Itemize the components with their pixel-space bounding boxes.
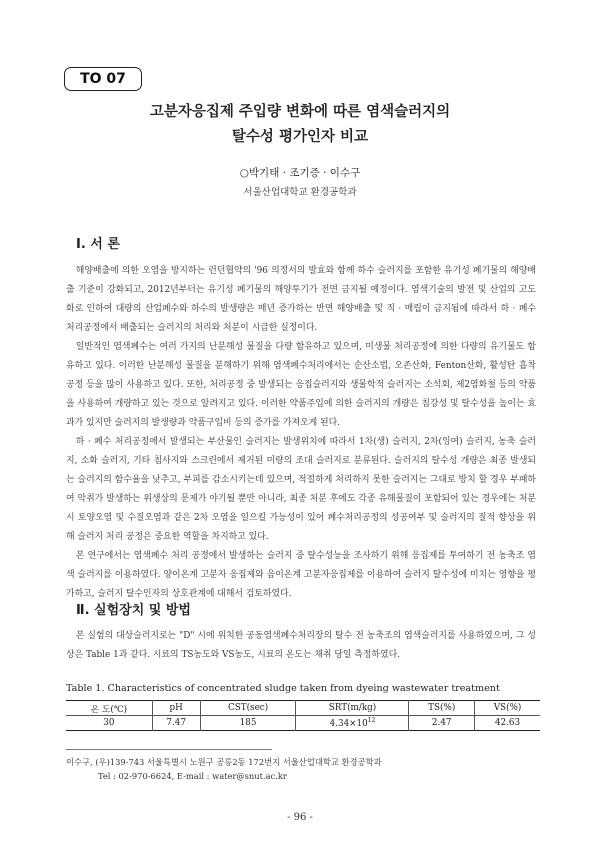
column-header-srt: SRT(m/kg) [296, 701, 409, 716]
page-number: - 96 - [287, 812, 313, 823]
footnote-divider [66, 749, 272, 750]
cell-ts: 2.47 [409, 716, 475, 731]
section-heading-introduction: Ⅰ. 서 론 [76, 237, 120, 252]
cell-ph: 7.47 [152, 716, 200, 731]
author-list: ○박기태 · 조기증 · 이수구 [239, 167, 361, 179]
column-header-temperature: 온 도(℃) [90, 704, 128, 715]
cell-cst: 185 [200, 716, 296, 731]
paper-title-line-1: 고분자응집제 주입량 변화에 따른 염색슬러지의 [149, 104, 451, 120]
column-header-ts: TS(%) [409, 701, 475, 716]
sludge-characteristics-table [66, 700, 540, 731]
table-caption: Table 1. Characteristics of concentrated sludge taken from dyeing wastewater treatment [66, 683, 500, 694]
session-code-badge: TO 07 [64, 67, 142, 91]
section-heading-methods: Ⅱ. 실험장치 및 방법 [76, 603, 191, 618]
column-header-ph: pH [152, 701, 200, 716]
paragraph: 하 · 폐수 처리공정에서 발생되는 부산물인 슬러지는 발생위치에 따라서 1차(생) 슬러지, 2차(잉여) 슬러지, 농축 슬러지, 소화 슬러지, 기타 침사지와 스크린에서 제거된 미량의 조대 슬러지로 분류된다. 슬러지의 탈수성 개량은 최종 발생되는 슬러지의 함수율을 낮추고, 부피를 감소시키는데 있으며, 적절하게 처리하지 못한 슬러지는 그대로 방치 할 경우 부패하여 악취가 발생하는 위생상의 문제가 야기될 뿐만 아니라, 최종 처분 후에도 각종 유해물질이 포함되어 있는 경우에는 처분 시 토양오염 및 수질오염과 같은 2차 오염을 일으킬 가능성이 있어 폐수처리공정의 성공여부 및 슬러지의 질적 향상을 위해 슬러지 처리 공정은 중요한 역할을 차지하고 있다. [66, 437, 536, 542]
footnote-address: 이수구, (우)139-743 서울특별시 노원구 공릉2동 172번지 서울산업대학교 환경공학과 [66, 757, 382, 767]
column-header-vs: VS(%) [474, 701, 540, 716]
methods-body [66, 627, 536, 665]
column-header-cst: CST(sec) [200, 701, 296, 716]
paper-title-line-2: 탈수성 평가인자 비교 [231, 129, 369, 145]
paragraph: 본 실험의 대상슬러지로는 "D" 시에 위치한 공동염색폐수처리장의 탈수 전 농축조의 염색슬러지를 사용하였으며, 그 성상은 Table 1과 같다. 시료의 TS농도와 VS농도, 시료의 온도는 채취 당일 측정하였다. [66, 631, 536, 660]
paragraph: 일반적인 염색폐수는 여러 가지의 난분해성 물질을 다량 함유하고 있으며, 미생물 처리공정에 의한 다량의 유기물도 함유하고 있다. 이러한 난분해성 물질을 분해하기 위해 염색폐수처리에서는 순산소법, 오존산화, Fenton산화, 활성탄 흡착 공정 등을 많이 사용하고 있다. 또한, 처리공정 중 발생되는 응집슬러지와 생물학적 슬러지는 소석회, 제2염화철 등의 약품을 사용하여 개량하고 있는 것으로 알려지고 있다. 이러한 약품주입에 의한 슬러지의 개량은 침강성 및 탈수성을 높이는 효과가 있지만 슬러지의 발생량과 약품구입비 등의 증가를 가져오게 된다. [66, 342, 536, 428]
table-header-row [66, 701, 540, 716]
cell-srt [296, 716, 409, 731]
footnote-contact: Tel : 02-970-6624, E-mail : water@snut.ac.kr [98, 771, 287, 781]
table-row [66, 716, 540, 731]
paragraph: 본 연구에서는 염색폐수 처리 공정에서 발생하는 슬러지 중 탈수성능을 조사하기 위해 응집제를 투여하기 전 농축조 염색 슬러지를 이용하였다. 양이온계 고분자 응집제와 음이온계 고분자응집제를 이용하여 슬러지 탈수성에 미치는 영향을 평가하고, 슬러지 탈수인자의 상호관계에 대해서 검토하였다. [66, 551, 536, 599]
paragraph: 해양배출에 의한 오염을 방지하는 런던협약의 '96 의정서의 발효와 함께 하수 슬러지를 포함한 유기성 폐기물의 해양배출 기준이 강화되고, 2012년부터는 유기성 폐기물의 해양투기가 전면 금지될 예정이다. 염색기술의 발전 및 산업의 고도화로 인하여 대량의 산업폐수와 하수의 발생량은 매년 증가하는 반면 해양배출 및 직 · 매립이 금지됨에 따라서 하 · 폐수 처리공정에서 배출되는 슬러지의 처리와 처분이 시급한 실정이다. [66, 266, 536, 333]
srt-exponent: 12 [367, 717, 376, 725]
cell-temperature: 30 [103, 718, 115, 728]
affiliation: 서울산업대학교 환경공학과 [243, 187, 357, 198]
introduction-body [66, 262, 536, 604]
cell-vs: 42.63 [474, 716, 540, 731]
srt-mantissa: 4.34×10 [329, 718, 368, 729]
